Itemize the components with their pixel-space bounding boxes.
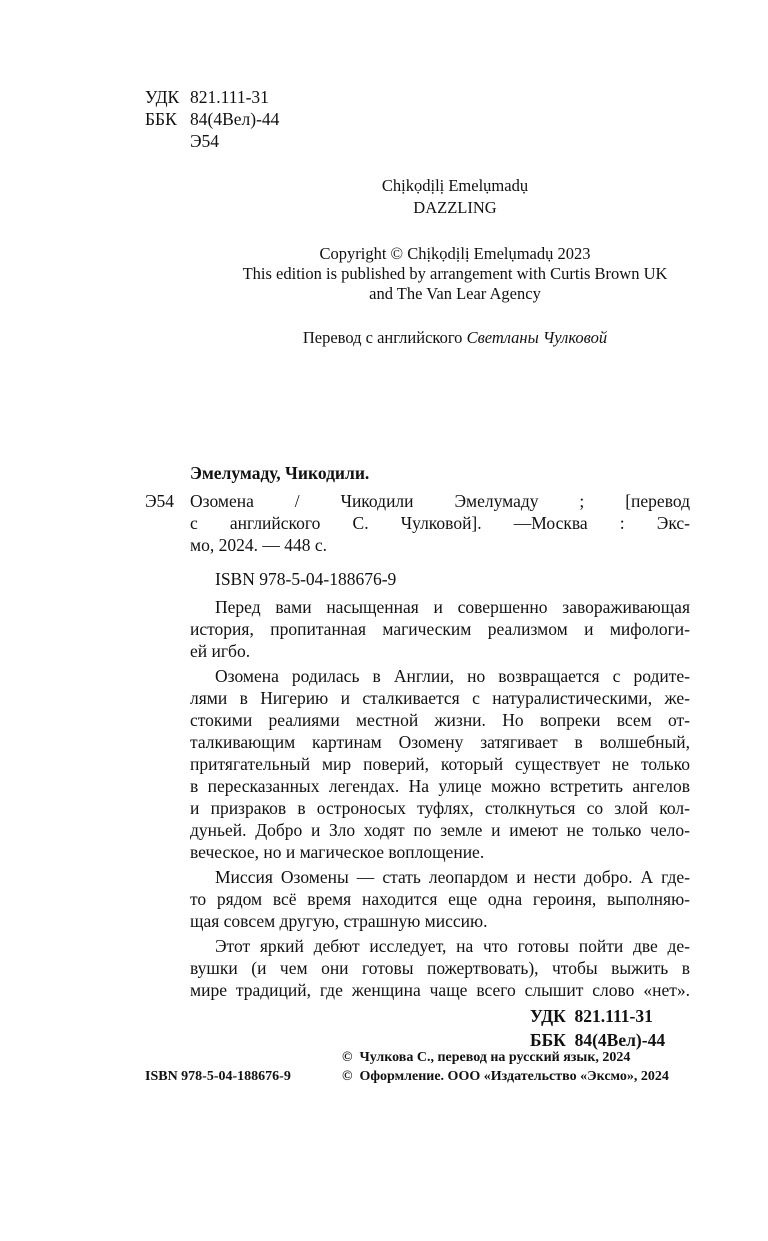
footer-udk: УДК 821.111-31 xyxy=(530,1006,653,1026)
footer-bbk: ББК 84(4Вел)-44 xyxy=(530,1030,666,1050)
annotation-line: ей игбо. xyxy=(190,641,251,661)
bbk-code: 84(4Вел)-44 xyxy=(190,109,280,129)
bib-heading: Эмелумаду, Чикодили. xyxy=(190,463,370,483)
bib-line: Озомена / Чикодили Эмелумаду ; [перевод xyxy=(190,491,690,511)
author-mark: Э54 xyxy=(190,131,220,151)
annotation-line: талкивающим картинам Озомену затягивает в волшебный, xyxy=(190,732,690,752)
original-author: Chịkọdịlị Emelụmadụ xyxy=(381,176,529,195)
annotation-line: лями в Нигерию и сталкивается с натуралистическими, же- xyxy=(190,688,690,708)
annotation-line: то рядом всё время находится еще одна героиня, выполняю- xyxy=(190,889,690,909)
annotation-line: история, пропитанная магическим реализмом и мифологи- xyxy=(190,619,690,639)
udk-code: 821.111-31 xyxy=(190,87,269,107)
translation-credit xyxy=(140,328,768,348)
annotation-line: веческое, но и магическое воплощение. xyxy=(190,842,485,862)
bib-line: мо, 2024. — 448 с. xyxy=(190,535,327,555)
bib-isbn: ISBN 978-5-04-188676-9 xyxy=(215,569,397,589)
edition-line-1: This edition is published by arrangement with Curtis Brown UK xyxy=(242,264,668,283)
annotation-line: притягательный мир поверий, который существует не только xyxy=(190,754,690,774)
design-copyright: © Оформление. ООО «Издательство «Эксмо», 2024 xyxy=(342,1069,669,1084)
copyright: Copyright © Chịkọdịlị Emelụmadụ 2023 xyxy=(319,244,591,263)
bib-line: с английского С. Чулковой]. —Москва : Экс- xyxy=(190,513,690,533)
annotation-line: и призраков в остроносых туфлях, столкнуться со злой кол- xyxy=(190,798,690,818)
edition-line-2: and The Van Lear Agency xyxy=(369,284,541,303)
translator: Светланы Чулковой xyxy=(466,328,608,347)
annotation-line: Миссия Озомены — стать леопардом и нести добро. А где- xyxy=(215,867,690,887)
annotation-line: Этот яркий дебют исследует, на что готовы пойти две де- xyxy=(215,936,690,956)
udk-label: УДК xyxy=(145,87,180,107)
annotation-line: стокими реалиями местной жизни. Но вопреки всем от- xyxy=(190,710,690,730)
bib-code: Э54 xyxy=(145,491,175,511)
annotation-line: Озомена родилась в Англии, но возвращается с родите- xyxy=(215,666,690,686)
original-title: DAZZLING xyxy=(413,198,497,217)
annotation-line: в пересказанных легендах. На улице можно встретить ангелов xyxy=(190,776,690,796)
translation-prefix: Перевод с английского xyxy=(302,328,463,347)
footer-isbn: ISBN 978-5-04-188676-9 xyxy=(145,1069,291,1084)
annotation-line: вушки (и чем они готовы пожертвовать), чтобы выжить в xyxy=(190,958,690,978)
annotation-line: Перед вами насыщенная и совершенно завораживающая xyxy=(215,597,690,617)
annotation-line: щая совсем другую, страшную миссию. xyxy=(190,911,488,931)
annotation-line: дуньей. Добро и Зло ходят по земле и имеют не только чело- xyxy=(190,820,690,840)
bbk-label: ББК xyxy=(145,109,177,129)
annotation-line: мире традиций, где женщина чаще всего слышит слово «нет». xyxy=(190,980,690,1000)
translation-copyright: © Чулкова С., перевод на русский язык, 2024 xyxy=(342,1050,631,1065)
